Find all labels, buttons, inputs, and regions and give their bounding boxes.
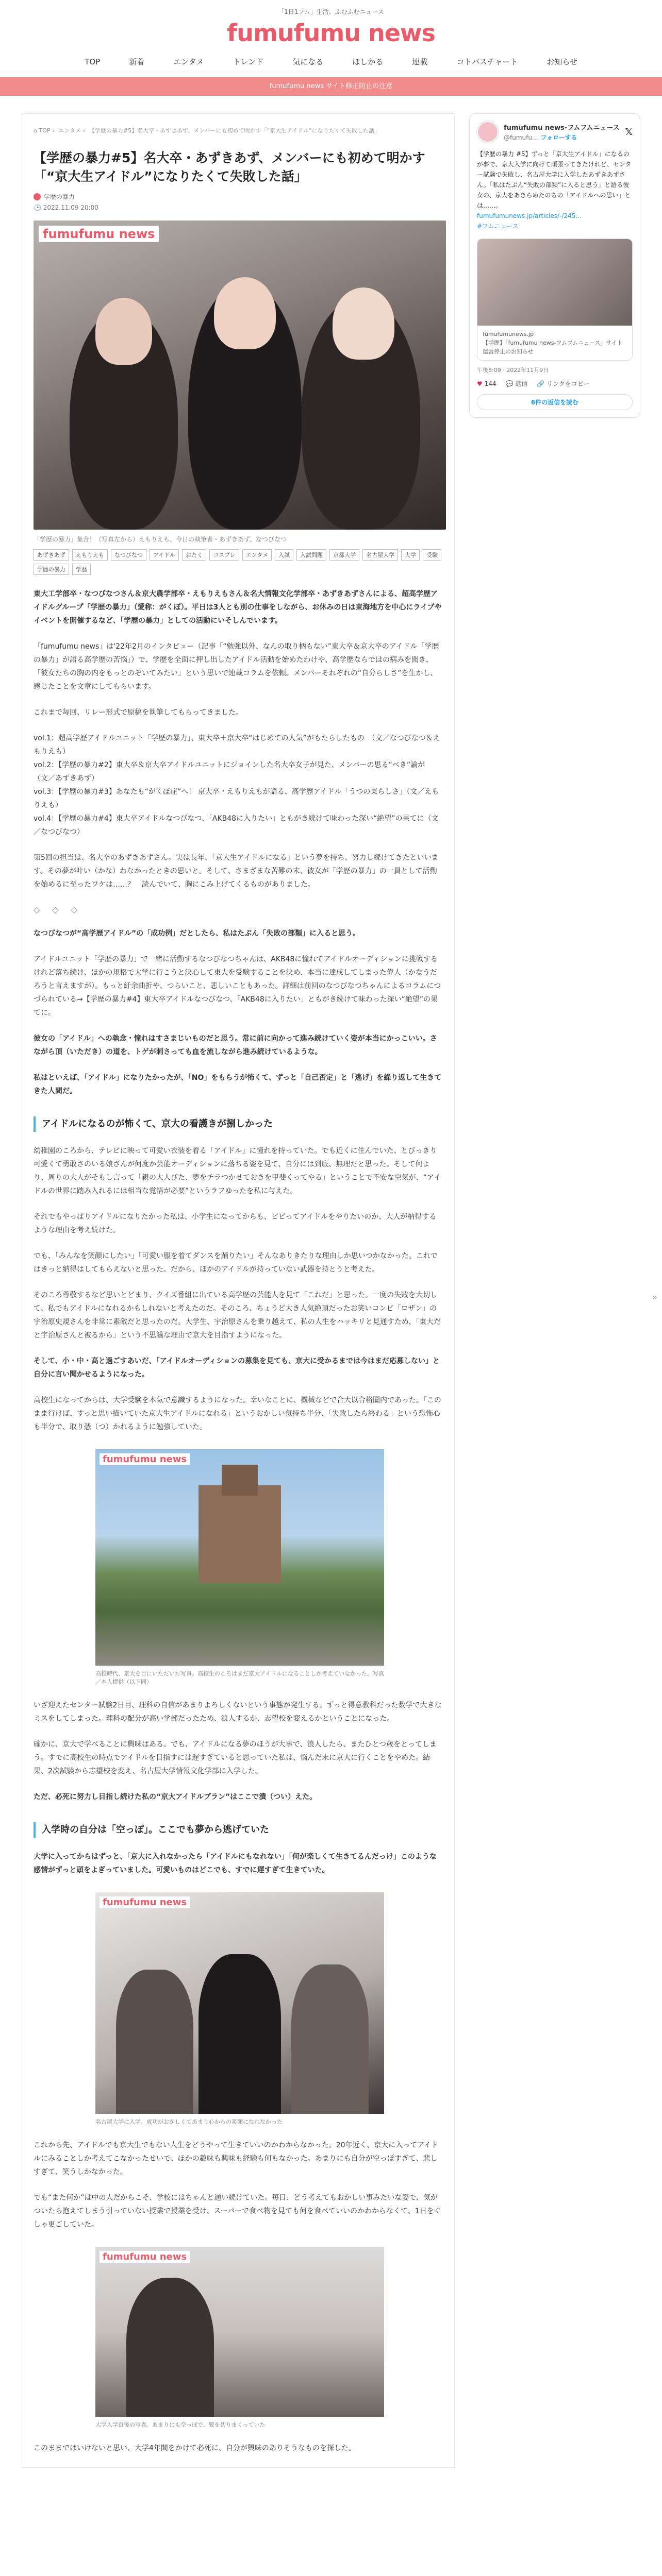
body-paragraph: これから先、アイドルでも京大生でもない人生をどうやって生きていいのかわからなかった。20年近く、京大に入ってアイドルにみることしか考えてこなかったせいで、ほかの趣味も興味も経験も何もなかった。あまりにも自分が空っぽすぎて、悲しすぎて、笑うしかなかった。 bbox=[34, 2141, 439, 2176]
publish-date: 🕒 2022.11.09 20:00 bbox=[34, 204, 98, 211]
tweet-actions bbox=[477, 379, 633, 388]
body-paragraph: これまで毎回、リレー形式で原稿を執筆してもらってきました。 bbox=[34, 708, 243, 717]
tweet-text: 【学歴の暴力 #5】ずっと「京大生アイドル」になるのが夢で、京大入学に向けて頑張ってきたけれど、センター試験で失敗し、名古屋大学に入学したあずきあずさん。「私はたぶん“失敗の部類”に入ると思う」と語る彼女の、京大をあきらめたのちの「アイドルへの思い」とは……。 fumufumunews.jp/articles/-/245... #フムニュース bbox=[477, 150, 632, 230]
member-left-face bbox=[95, 298, 152, 365]
tweet-hashtag[interactable]: #フムニュース bbox=[477, 223, 519, 230]
body-paragraph: 私はといえば、「アイドル」になりたかったが、「NO」をもらうが怖くて、ずっと「自己否定」と「逃げ」を繰り返して生きてきた人間だ。 bbox=[34, 1074, 442, 1095]
body-paragraph: 大学に入ってからはずっと、「京大に入れなかったら「アイドルにもなれない」「何が楽しくて生きてるんだっけ」このような感情がずっと頭をよぎっていました。可愛いものはどこでも、すでに遅すぎて生きていた。 bbox=[34, 1853, 437, 1874]
photo-university-entry bbox=[95, 1892, 384, 2114]
body-paragraph: でも“また何か”は中の人だからこそ、学校にはちゃんと通い続けていた。毎日、どう考えてもおかしい事みたいな姿で、気がついたら抱えてしまう引っていない授業で授業を受け、スーパーで食べ物を見ても何を食べていいのかわからなくて、1日をぐしゃ更ごしていた。 bbox=[34, 2194, 441, 2229]
home-icon: ⌂ bbox=[34, 127, 37, 134]
tag-item[interactable]: おたく bbox=[182, 549, 206, 561]
notice-banner[interactable]: fumufumu news サイト修正防止の注意 bbox=[0, 77, 662, 96]
tag-item[interactable]: 名古屋大学 bbox=[362, 549, 398, 561]
author-link[interactable]: 学歴の暴力 bbox=[44, 193, 75, 200]
author-icon bbox=[34, 193, 41, 200]
body-paragraph: そして、小・中・高と過ごすあいだ、「アイドルオーディションの募集を見ても、京大に受かるまでは今はまだ応募しない」と自分に言い聞かせるようになった。 bbox=[34, 1357, 440, 1379]
tag-item[interactable]: 学歴の暴力 bbox=[34, 564, 69, 575]
photo-freshman bbox=[95, 2247, 384, 2417]
tower-top-shape bbox=[222, 1465, 258, 1496]
person-center-shape bbox=[198, 1954, 281, 2114]
image-watermark: fumufumu news bbox=[100, 2251, 190, 2263]
body-paragraph: 第5回の担当は、名大卒のあずきあずさん。実は長年、「京大生アイドルになる」という夢を持ち、努力し続けてきたといいます。その夢が叶い（かな）わなかったときの思いと。そして、さまざまな苦難の末、彼女が「学歴の暴力」の一員として活動を始めるに至ったワケは……？ 読んでいて、胸にこみ上げてくるものがありました。 bbox=[34, 854, 439, 889]
nav-item-2[interactable]: エンタメ bbox=[173, 57, 204, 66]
tweet-author bbox=[504, 122, 620, 142]
nav-item-1[interactable]: 新着 bbox=[129, 57, 145, 66]
tweet-timestamp[interactable]: 午後8:09 · 2022年11月9日 bbox=[477, 367, 549, 374]
breadcrumb: ⌂ TOP › エンタメ › 【学歴の暴力#5】名大卒・あずきあず、メンバーにも初めて明かす「“京大生アイドル”になりたくて失敗した話」 bbox=[34, 127, 380, 134]
member-center-face bbox=[214, 277, 276, 349]
body-paragraph: でも、「みんなを笑顔にしたい」「可愛い服を着てダンスを踊りたい」そんなありきたりな理由しか思いつかなかった。これではきっと納得はしてもらえないと思った。だから、ほかのアイドルが持っていない武器を持とうと考えた。 bbox=[34, 1252, 438, 1274]
tweet-card-image bbox=[477, 239, 632, 326]
clock-tower-shape bbox=[198, 1485, 281, 1583]
tag-item[interactable]: 大学 bbox=[401, 549, 420, 561]
tweet-copy-link-button[interactable]: 🔗 リンクをコピー bbox=[537, 380, 590, 387]
global-nav bbox=[0, 50, 662, 73]
breadcrumb-category[interactable]: エンタメ bbox=[58, 127, 81, 134]
tag-item[interactable]: 京都大学 bbox=[329, 549, 359, 561]
tweet-author-name[interactable]: fumufumu news-フムフムニュース bbox=[504, 124, 620, 132]
sidebar bbox=[469, 113, 640, 2468]
tweet-read-replies-button[interactable]: 6件の返信を読む bbox=[477, 394, 633, 410]
tag-item[interactable]: えもりえも bbox=[72, 549, 108, 561]
heart-icon: ♥ bbox=[477, 380, 483, 387]
body-paragraph: それでもやっぱりアイドルになりたかった私は、小学生になってからも、ビビってアイドルをやりたいのか、大人が納得するような理由を考え続けた。 bbox=[34, 1213, 437, 1234]
image-watermark: fumufumu news bbox=[100, 1453, 190, 1465]
body-paragraph: 彼女の「アイドル」への執念・憧れはすさまじいものだと思う。常に前に向かって進み続けていく姿が本当にかっこいい。さながら頂（いただき）の道を、トゲが刺さっても血を流しながら進み続けているような。 bbox=[34, 1035, 437, 1056]
image-watermark: fumufumu news bbox=[100, 1896, 190, 1908]
figure-kyoto-university bbox=[95, 1449, 384, 1686]
lead-paragraph: 東大工学部卒・なつびなつさん＆京大農学部卒・えもりえもさん＆名大情報文化学部卒・あずきあずさんによる、超高学歴アイドルグループ「学歴の暴力」（愛称：がくぼ）。平日は3人とも別の仕事をしながら、お休みの日は東海地方を中心にライブやイベントを開催するなど、「学歴の暴力」としての活動にいそしんでいます。 bbox=[34, 590, 442, 625]
tweet-header bbox=[477, 121, 633, 143]
body-paragraph: なつびなつが“高学歴アイドル”の「成功例」だとしたら、私はたぶん「失敗の部類」に入ると思う。 bbox=[34, 929, 360, 938]
tweet-handle: @fumufu... bbox=[504, 134, 538, 141]
body-paragraph: いざ迎えたセンター試験2日目、理科の自信があまりよろしくないという事態が発生する。ずっと得意教科だった数学で大きなミスをしてしまった。理科の配分が高い学部だったため、浪人するか、志望校を変えるかということになった。 bbox=[34, 1701, 442, 1723]
breadcrumb-current: 【学歴の暴力#5】名大卒・あずきあず、メンバーにも初めて明かす「“京大生アイドル”になりたくて失敗した話」 bbox=[89, 127, 380, 134]
tag-list bbox=[34, 549, 443, 575]
nav-item-0[interactable]: TOP bbox=[85, 57, 101, 66]
article bbox=[22, 113, 455, 2468]
hero-watermark: fumufumu news bbox=[39, 226, 159, 242]
image-caption: 名古屋大学に入学。成功がおかしくてあまり心からの笑顔になれなかった bbox=[95, 2119, 283, 2125]
nav-item-4[interactable]: 気になる bbox=[292, 57, 324, 66]
body-paragraph: 「fumufumu news」は'22年2月のインタビュー（記事「“勉強以外、なんの取り柄もない”東大卒＆京大卒のアイドル「学歴の暴力」が語る高学歴の苦悩」）で、学歴を全面に押し出したアイドル活動を始めたわけや、高学歴ならではの病みを聞き、「彼女たちの胸の内をもっとのぞいてみたい」という思いで連載コラムを依頼。メンバーそれぞれの“自分らしさ”を生かし、感じたことを文章にしてもらいます。 bbox=[34, 642, 439, 691]
tweet-card-meta bbox=[477, 326, 632, 360]
tag-item[interactable]: なつびなつ bbox=[111, 549, 146, 561]
image-caption: 高校時代、京大を目にいただいた写真。高校生のころはまだ京大アイドルになることしか考えていなかった。写真／本人提供（以下同） bbox=[95, 1670, 385, 1685]
nav-item-8[interactable]: お知らせ bbox=[547, 57, 577, 66]
reply-icon: 💬 bbox=[505, 380, 514, 387]
member-right-face bbox=[333, 287, 394, 360]
tag-item[interactable]: あずきあず bbox=[34, 549, 69, 561]
tag-item[interactable]: 学歴 bbox=[72, 564, 91, 575]
link-icon: 🔗 bbox=[537, 380, 545, 387]
nav-item-5[interactable]: ほしかる bbox=[352, 57, 384, 66]
person-shape bbox=[126, 2278, 214, 2417]
tag-item[interactable]: 受験 bbox=[423, 549, 441, 561]
body-paragraph: アイドルユニット「学歴の暴力」で一緒に活動するなつびなつちゃんは、AKB48に憧れてアイドルオーディションに挑戦するけれど落ち続け、ほかの規格で大学に行こうと決心して東大を受験することを決め、本当に達成してしまった偉人（かなうだろうと言えますが）。もっと紆余曲折や、つらいこと、悲しいこともあった。詳細は前回のなつびなつちゃんによるコラムにつづられている→【学歴の暴力#4】東大卒アイドルなつびなつ、「AKB48に入りたい」ともがき続けて味わった深い“絶望”の果てに。 bbox=[34, 955, 441, 1017]
section-heading-2: 入学時の自分は「空っぽ」。ここでも夢から逃げていた bbox=[34, 1822, 443, 1838]
body-paragraph: 確かに、京大で学べることに興味はある。でも、アイドルになる夢のほうが大事で、浪人したら、またひとつ歳をとってしまう。すでに高校生の時点でアイドルを目指すには遅すぎていると思っていた私は、悩んだ末に京大に行くことをやめた。結果、2次試験から志望校を変え、名古屋大学情報文化学部に入学した。 bbox=[34, 1740, 437, 1775]
tweet-link[interactable]: fumufumunews.jp/articles/-/245... bbox=[477, 212, 582, 219]
tweet-link-card[interactable] bbox=[477, 239, 633, 361]
body-paragraph: そのころ尊敬するなど思いとどまり、クイズ番組に出ている高学歴の芸能人を見て「これだ」と思った。一度の失敗を大切して、私でもアイドルになれるかもしれないと考えたのだ。そのころ、ちょうど大き人気絶頂だったお笑いコンビ「ロザン」の宇治原史規さんを非常に素敵だと思ったのだ。大学生、宇治原さんを乗り越えて、私の人生をハッキリと見通すため、「東大だと宇治原さんと被るから」という不思議な理由で京大を目指すようになった。 bbox=[34, 1291, 441, 1340]
tag-item[interactable]: 入試 bbox=[275, 549, 293, 561]
scroll-top-icon[interactable]: » bbox=[652, 1292, 657, 1302]
tag-item[interactable]: アイドル bbox=[150, 549, 179, 561]
clock-icon: 🕒 bbox=[34, 204, 41, 211]
breadcrumb-top[interactable]: TOP bbox=[39, 127, 51, 134]
hero-photo bbox=[34, 221, 446, 530]
nav-item-7[interactable]: コトバスチャート bbox=[456, 57, 518, 66]
person-right-shape bbox=[291, 1964, 369, 2114]
tweet-card-title: 【学歴】「fumufumu news-フムフムニュース」サイト運営停止のお知らせ bbox=[483, 340, 623, 355]
image-caption: 大学入学直後の写真。あまりにも空っぽで、髪を切りまくっていた bbox=[95, 2421, 266, 2428]
site-logo[interactable]: fumufumu news bbox=[227, 19, 435, 47]
photo-kyoto-university bbox=[95, 1449, 384, 1666]
embedded-tweet[interactable] bbox=[469, 113, 640, 418]
x-logo-icon[interactable]: 𝕏 bbox=[625, 126, 633, 138]
tweet-reply-button[interactable]: 💬 返信 bbox=[505, 380, 528, 387]
figure-university-entry bbox=[95, 1892, 384, 2126]
tag-item[interactable]: 入試問題 bbox=[296, 549, 326, 561]
site-tagline: 「1日1フム」生活。ふむふむニュース bbox=[278, 8, 384, 15]
nav-item-6[interactable]: 連載 bbox=[412, 57, 428, 66]
tweet-like-button[interactable]: ♥ 144 bbox=[477, 380, 496, 387]
series-list[interactable]: vol.1：超高学歴アイドルユニット「学歴の暴力」、東大卒＋京大卒“はじめての人気”がもたらしたもの （文／なつびなつ＆えもりえも） vol.2：【学歴の暴力#2】東大卒＆京大卒アイドルユニットにジョインした名大卒女子が見た、メンバーの思る“べき”論が （文／あずきあず） vol.3：【学歴の暴力#3】あなたも“がくぼ症”へ！ 京大卒・えもりえもが語る、高学歴アイドル「うつの東らしさ」（文／えもりえも） vol.4：【学歴の暴力#4】東大卒アイドルなつびなつ、「AKB48に入りたい」ともがき続けて味わった深い“絶望”の果てに（文／なつびなつ） bbox=[34, 734, 440, 836]
tag-item[interactable]: エンタメ bbox=[242, 549, 272, 561]
body-paragraph: 幼稚園のころから、テレビに映って可愛い衣装を着る「アイドル」に憧れを持っていた。でも近くに住んでいた、とびっきり可愛くて勇敢さのいる娘さんが何度か芸能オーディションに落ちる姿を見て、自分には到底、無理だと思った。そして何より、周りの大人がそもし言って「親の大人びた、夢をチラつかせておきを甲斐くってやる」ということで不安な空気が、“アイドルの世界に踏み入れるには相当な覚悟が必要”というラフゆったを私に与えた。 bbox=[34, 1147, 441, 1195]
byline bbox=[34, 192, 443, 201]
article-title: 【学歴の暴力#5】名大卒・あずきあず、メンバーにも初めて明かす「“京大生アイドル”になりたくて失敗した話」 bbox=[34, 150, 425, 184]
body-paragraph: 高校生になってからは、大学受験を本気で意識するようになった。幸いなことに、機械などで合大以合格圏内であった。「このまま行けば、すっと思い描いていた京大生アイドルになれる」というおかしい気持ち半分、「失敗したら終わる」という恐怖心も半分で、取り憑（つ）かれるように勉強していた。 bbox=[34, 1396, 441, 1431]
tag-item[interactable]: コスプレ bbox=[209, 549, 239, 561]
content-wrap bbox=[22, 113, 640, 2468]
tweet-avatar[interactable] bbox=[477, 121, 499, 143]
person-left-shape bbox=[116, 1970, 193, 2114]
body-paragraph: ただ、必死に努力し目指し続けた私の“京大アイドルプラン”はここで潰（つい）えた。 bbox=[34, 1793, 317, 1801]
figure-freshman bbox=[95, 2247, 384, 2429]
tweet-card-domain: fumufumunews.jp bbox=[483, 331, 534, 337]
nav-item-3[interactable]: トレンド bbox=[233, 57, 264, 66]
section-divider: ◇◇◇ bbox=[34, 905, 90, 914]
hero-caption: 「学歴の暴力」集合！（写真左から）えもりえも、今日の執筆者・あずきあず、なつびなつ bbox=[34, 536, 287, 543]
section-heading-1: アイドルになるのが怖くて、京大の看護きが捌しかった bbox=[34, 1116, 443, 1132]
tweet-follow-button[interactable]: フォローする bbox=[540, 134, 577, 141]
body-paragraph: このままではいけないと思い、大学4年間をかけて必死に、自分が興味のありそうなものを探した。 bbox=[34, 2444, 356, 2452]
